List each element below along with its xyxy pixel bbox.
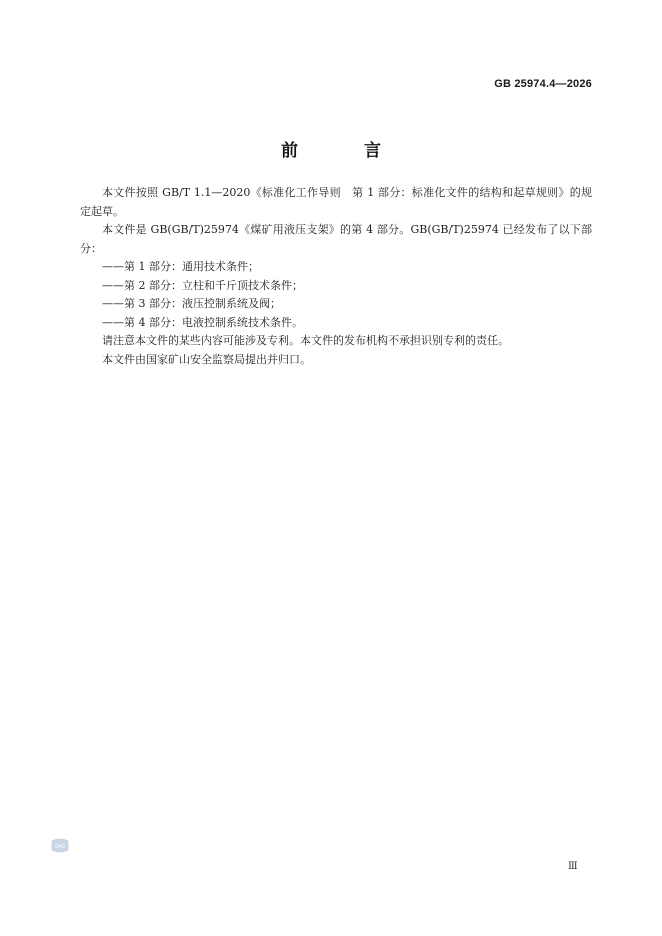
list-item-part-2: ——第 2 部分：立柱和千斤顶技术条件； [102,278,303,292]
list-item-part-3: ——第 3 部分：液压控制系统及阀； [102,297,281,310]
paragraph-series-parts: 本文件是 GB(GB/T)25974《煤矿用液压支架》的第 4 部分。GB(GB/T)25974 已经发布了以下部分： [80,223,592,255]
page-number: Ⅲ [568,861,579,872]
paragraph-proposer: 本文件由国家矿山安全监察局提出并归口。 [102,352,311,366]
document-number: GB 25974.4—2026 [494,78,592,90]
svg-text:SAC: SAC [54,844,66,850]
list-item-part-1: ——第 1 部分：通用技术条件； [102,260,259,273]
list-item-part-4: ——第 4 部分：电液控制系统技术条件。 [102,315,303,329]
sac-logo-icon [50,838,70,854]
paragraph-patent-notice: 请注意本文件的某些内容可能涉及专利。本文件的发布机构不承担识别专利的责任。 [102,334,509,347]
page-title: 前 言 [281,141,411,161]
paragraph-drafting-rules: 本文件按照 GB/T 1.1—2020《标准化工作导则 第 1 部分：标准化文件的结构和起草规则》的规定起草。 [80,186,592,218]
body-text [80,184,592,369]
